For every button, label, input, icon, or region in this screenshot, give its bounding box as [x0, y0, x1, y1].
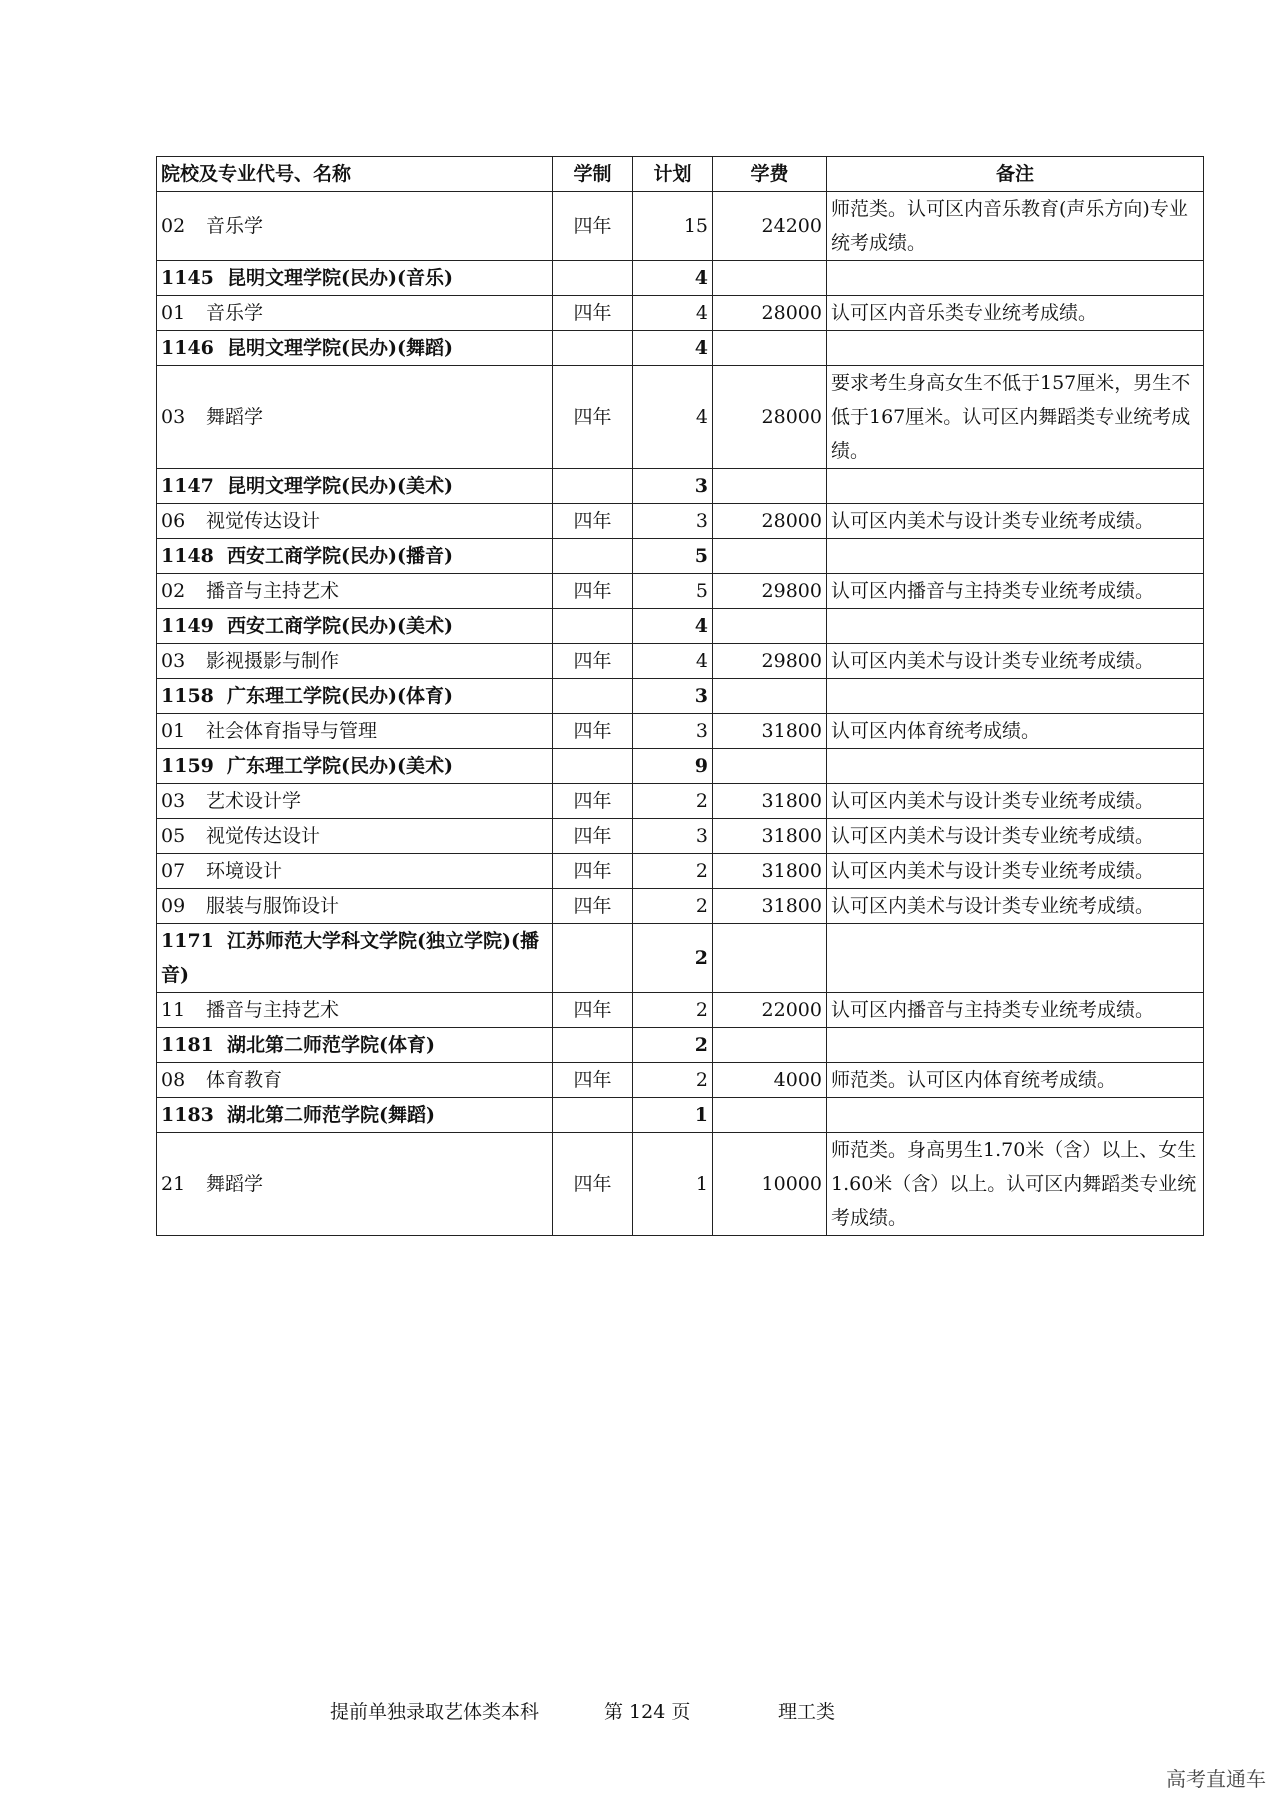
institution-row — [157, 679, 1204, 714]
plan-cell: 5 — [633, 574, 713, 609]
major-name: 音乐学 — [206, 302, 264, 324]
institution-name: 广东理工学院(民办)(美术) — [227, 755, 453, 777]
remark-cell: 认可区内体育统考成绩。 — [827, 714, 1204, 749]
fee-cell — [713, 1098, 827, 1133]
major-row — [157, 296, 1204, 331]
institution-name-cell — [157, 469, 553, 504]
major-name: 视觉传达设计 — [206, 510, 321, 532]
duration-cell — [553, 924, 633, 993]
plan-cell: 4 — [633, 261, 713, 296]
major-name-cell — [157, 854, 553, 889]
duration-cell — [553, 469, 633, 504]
institution-name-cell — [157, 924, 553, 993]
fee-cell: 29800 — [713, 644, 827, 679]
major-code: 01 — [161, 720, 186, 742]
plan-cell: 2 — [633, 889, 713, 924]
plan-cell: 1 — [633, 1133, 713, 1236]
remark-cell: 认可区内播音与主持类专业统考成绩。 — [827, 993, 1204, 1028]
major-name: 视觉传达设计 — [206, 825, 321, 847]
plan-cell: 4 — [633, 609, 713, 644]
footer-type: 理工类 — [778, 1701, 836, 1723]
duration-cell — [553, 539, 633, 574]
major-name-cell — [157, 574, 553, 609]
fee-cell: 28000 — [713, 296, 827, 331]
plan-cell: 4 — [633, 296, 713, 331]
institution-code: 1159 — [161, 755, 214, 777]
institution-code: 1148 — [161, 545, 214, 567]
remark-cell: 认可区内美术与设计类专业统考成绩。 — [827, 784, 1204, 819]
header-duration: 学制 — [553, 157, 633, 192]
institution-row — [157, 609, 1204, 644]
fee-cell: 31800 — [713, 854, 827, 889]
table-body — [157, 192, 1204, 1236]
plan-cell: 9 — [633, 749, 713, 784]
major-name: 艺术设计学 — [206, 790, 302, 812]
plan-cell: 5 — [633, 539, 713, 574]
institution-name: 昆明文理学院(民办)(美术) — [227, 475, 453, 497]
major-name: 舞蹈学 — [206, 406, 264, 428]
institution-name: 湖北第二师范学院(体育) — [227, 1034, 435, 1056]
major-code: 03 — [161, 406, 186, 428]
fee-cell — [713, 539, 827, 574]
plan-cell: 3 — [633, 819, 713, 854]
major-row — [157, 574, 1204, 609]
remark-cell: 师范类。认可区内音乐教育(声乐方向)专业统考成绩。 — [827, 192, 1204, 261]
institution-name: 广东理工学院(民办)(体育) — [227, 685, 453, 707]
duration-cell — [553, 749, 633, 784]
duration-cell: 四年 — [553, 192, 633, 261]
plan-cell: 4 — [633, 644, 713, 679]
institution-row — [157, 1028, 1204, 1063]
remark-cell: 认可区内美术与设计类专业统考成绩。 — [827, 854, 1204, 889]
remark-cell: 师范类。身高男生1.70米（含）以上、女生1.60米（含）以上。认可区内舞蹈类专业统考成绩。 — [827, 1133, 1204, 1236]
header-plan: 计划 — [633, 157, 713, 192]
plan-cell: 3 — [633, 504, 713, 539]
institution-code: 1145 — [161, 267, 214, 289]
plan-cell: 4 — [633, 366, 713, 469]
institution-code: 1147 — [161, 475, 214, 497]
major-row — [157, 1133, 1204, 1236]
remark-cell: 认可区内美术与设计类专业统考成绩。 — [827, 644, 1204, 679]
institution-name-cell — [157, 539, 553, 574]
remark-cell — [827, 749, 1204, 784]
major-name: 社会体育指导与管理 — [206, 720, 378, 742]
duration-cell: 四年 — [553, 1133, 633, 1236]
institution-code: 1149 — [161, 615, 214, 637]
remark-cell — [827, 1098, 1204, 1133]
fee-cell: 28000 — [713, 504, 827, 539]
institution-row — [157, 749, 1204, 784]
header-remark: 备注 — [827, 157, 1204, 192]
major-code: 11 — [161, 999, 186, 1021]
fee-cell — [713, 924, 827, 993]
remark-cell — [827, 261, 1204, 296]
major-row — [157, 366, 1204, 469]
institution-name: 湖北第二师范学院(舞蹈) — [227, 1104, 435, 1126]
major-code: 02 — [161, 580, 186, 602]
fee-cell: 31800 — [713, 819, 827, 854]
duration-cell: 四年 — [553, 714, 633, 749]
institution-row — [157, 261, 1204, 296]
major-name: 播音与主持艺术 — [206, 999, 340, 1021]
major-row — [157, 993, 1204, 1028]
institution-name-cell — [157, 331, 553, 366]
fee-cell — [713, 331, 827, 366]
institution-name-cell — [157, 679, 553, 714]
fee-cell — [713, 609, 827, 644]
institution-name: 江苏师范大学科文学院(独立学院)(播音) — [161, 930, 539, 986]
institution-name-cell — [157, 1098, 553, 1133]
institution-code: 1158 — [161, 685, 214, 707]
remark-cell — [827, 1028, 1204, 1063]
plan-cell: 1 — [633, 1098, 713, 1133]
major-code: 03 — [161, 650, 186, 672]
major-name-cell — [157, 644, 553, 679]
duration-cell: 四年 — [553, 819, 633, 854]
institution-code: 1181 — [161, 1034, 214, 1056]
major-code: 09 — [161, 895, 186, 917]
fee-cell — [713, 261, 827, 296]
major-row — [157, 784, 1204, 819]
fee-cell: 4000 — [713, 1063, 827, 1098]
duration-cell — [553, 1098, 633, 1133]
major-name-cell — [157, 784, 553, 819]
major-row — [157, 504, 1204, 539]
fee-cell: 22000 — [713, 993, 827, 1028]
fee-cell — [713, 679, 827, 714]
fee-cell: 10000 — [713, 1133, 827, 1236]
institution-name: 昆明文理学院(民办)(音乐) — [227, 267, 453, 289]
remark-cell — [827, 539, 1204, 574]
table-header-row — [157, 157, 1204, 192]
duration-cell: 四年 — [553, 296, 633, 331]
plan-cell: 3 — [633, 469, 713, 504]
remark-cell: 认可区内美术与设计类专业统考成绩。 — [827, 819, 1204, 854]
fee-cell: 28000 — [713, 366, 827, 469]
major-row — [157, 1063, 1204, 1098]
major-name-cell — [157, 366, 553, 469]
plan-cell: 2 — [633, 854, 713, 889]
institution-name: 西安工商学院(民办)(播音) — [227, 545, 453, 567]
duration-cell — [553, 679, 633, 714]
duration-cell: 四年 — [553, 889, 633, 924]
institution-row — [157, 469, 1204, 504]
duration-cell — [553, 261, 633, 296]
major-name-cell — [157, 993, 553, 1028]
page-footer — [0, 1697, 1280, 1727]
remark-cell — [827, 924, 1204, 993]
header-name: 院校及专业代号、名称 — [157, 157, 553, 192]
major-name: 舞蹈学 — [206, 1173, 264, 1195]
institution-name: 昆明文理学院(民办)(舞蹈) — [227, 337, 453, 359]
major-name-cell — [157, 1063, 553, 1098]
major-row — [157, 192, 1204, 261]
plan-cell: 2 — [633, 993, 713, 1028]
remark-cell — [827, 679, 1204, 714]
major-row — [157, 644, 1204, 679]
institution-name: 西安工商学院(民办)(美术) — [227, 615, 453, 637]
major-name-cell — [157, 819, 553, 854]
duration-cell — [553, 609, 633, 644]
institution-name-cell — [157, 749, 553, 784]
duration-cell: 四年 — [553, 993, 633, 1028]
plan-cell: 3 — [633, 714, 713, 749]
duration-cell: 四年 — [553, 1063, 633, 1098]
major-name: 体育教育 — [206, 1069, 283, 1091]
institution-name-cell — [157, 609, 553, 644]
major-row — [157, 854, 1204, 889]
remark-cell: 要求考生身高女生不低于157厘米，男生不低于167厘米。认可区内舞蹈类专业统考成绩。 — [827, 366, 1204, 469]
duration-cell — [553, 1028, 633, 1063]
remark-cell: 认可区内美术与设计类专业统考成绩。 — [827, 889, 1204, 924]
fee-cell: 31800 — [713, 784, 827, 819]
major-name-cell — [157, 889, 553, 924]
remark-cell: 师范类。认可区内体育统考成绩。 — [827, 1063, 1204, 1098]
institution-name-cell — [157, 1028, 553, 1063]
institution-row — [157, 539, 1204, 574]
major-name-cell — [157, 1133, 553, 1236]
institution-code: 1146 — [161, 337, 214, 359]
institution-row — [157, 924, 1204, 993]
major-code: 01 — [161, 302, 186, 324]
major-code: 03 — [161, 790, 186, 812]
fee-cell — [713, 469, 827, 504]
major-code: 05 — [161, 825, 186, 847]
remark-cell: 认可区内播音与主持类专业统考成绩。 — [827, 574, 1204, 609]
major-name: 播音与主持艺术 — [206, 580, 340, 602]
plan-cell: 2 — [633, 1063, 713, 1098]
major-name: 服装与服饰设计 — [206, 895, 340, 917]
admission-table — [156, 156, 1204, 1236]
plan-cell: 3 — [633, 679, 713, 714]
major-name-cell — [157, 504, 553, 539]
major-row — [157, 889, 1204, 924]
remark-cell: 认可区内音乐类专业统考成绩。 — [827, 296, 1204, 331]
plan-cell: 2 — [633, 784, 713, 819]
duration-cell: 四年 — [553, 366, 633, 469]
duration-cell: 四年 — [553, 784, 633, 819]
major-code: 08 — [161, 1069, 186, 1091]
fee-cell: 31800 — [713, 714, 827, 749]
remark-cell — [827, 469, 1204, 504]
major-name-cell — [157, 192, 553, 261]
duration-cell: 四年 — [553, 574, 633, 609]
plan-cell: 4 — [633, 331, 713, 366]
remark-cell — [827, 609, 1204, 644]
major-row — [157, 714, 1204, 749]
fee-cell — [713, 1028, 827, 1063]
major-name-cell — [157, 714, 553, 749]
major-name-cell — [157, 296, 553, 331]
plan-cell: 2 — [633, 1028, 713, 1063]
major-code: 07 — [161, 860, 186, 882]
header-fee: 学费 — [713, 157, 827, 192]
plan-cell: 2 — [633, 924, 713, 993]
major-code: 02 — [161, 215, 186, 237]
major-code: 06 — [161, 510, 186, 532]
duration-cell: 四年 — [553, 854, 633, 889]
footer-page-number: 第 124 页 — [604, 1701, 691, 1723]
major-name: 影视摄影与制作 — [206, 650, 340, 672]
duration-cell: 四年 — [553, 644, 633, 679]
remark-cell: 认可区内美术与设计类专业统考成绩。 — [827, 504, 1204, 539]
major-row — [157, 819, 1204, 854]
institution-name-cell — [157, 261, 553, 296]
major-code: 21 — [161, 1173, 186, 1195]
footer-category: 提前单独录取艺体类本科 — [330, 1701, 540, 1723]
major-name: 音乐学 — [206, 215, 264, 237]
fee-cell: 24200 — [713, 192, 827, 261]
major-name: 环境设计 — [206, 860, 283, 882]
watermark: 高考直通车 — [1166, 1767, 1266, 1791]
duration-cell: 四年 — [553, 504, 633, 539]
institution-code: 1183 — [161, 1104, 214, 1126]
fee-cell: 29800 — [713, 574, 827, 609]
fee-cell — [713, 749, 827, 784]
institution-code: 1171 — [161, 930, 214, 952]
duration-cell — [553, 331, 633, 366]
institution-row — [157, 331, 1204, 366]
institution-row — [157, 1098, 1204, 1133]
fee-cell: 31800 — [713, 889, 827, 924]
plan-cell: 15 — [633, 192, 713, 261]
remark-cell — [827, 331, 1204, 366]
